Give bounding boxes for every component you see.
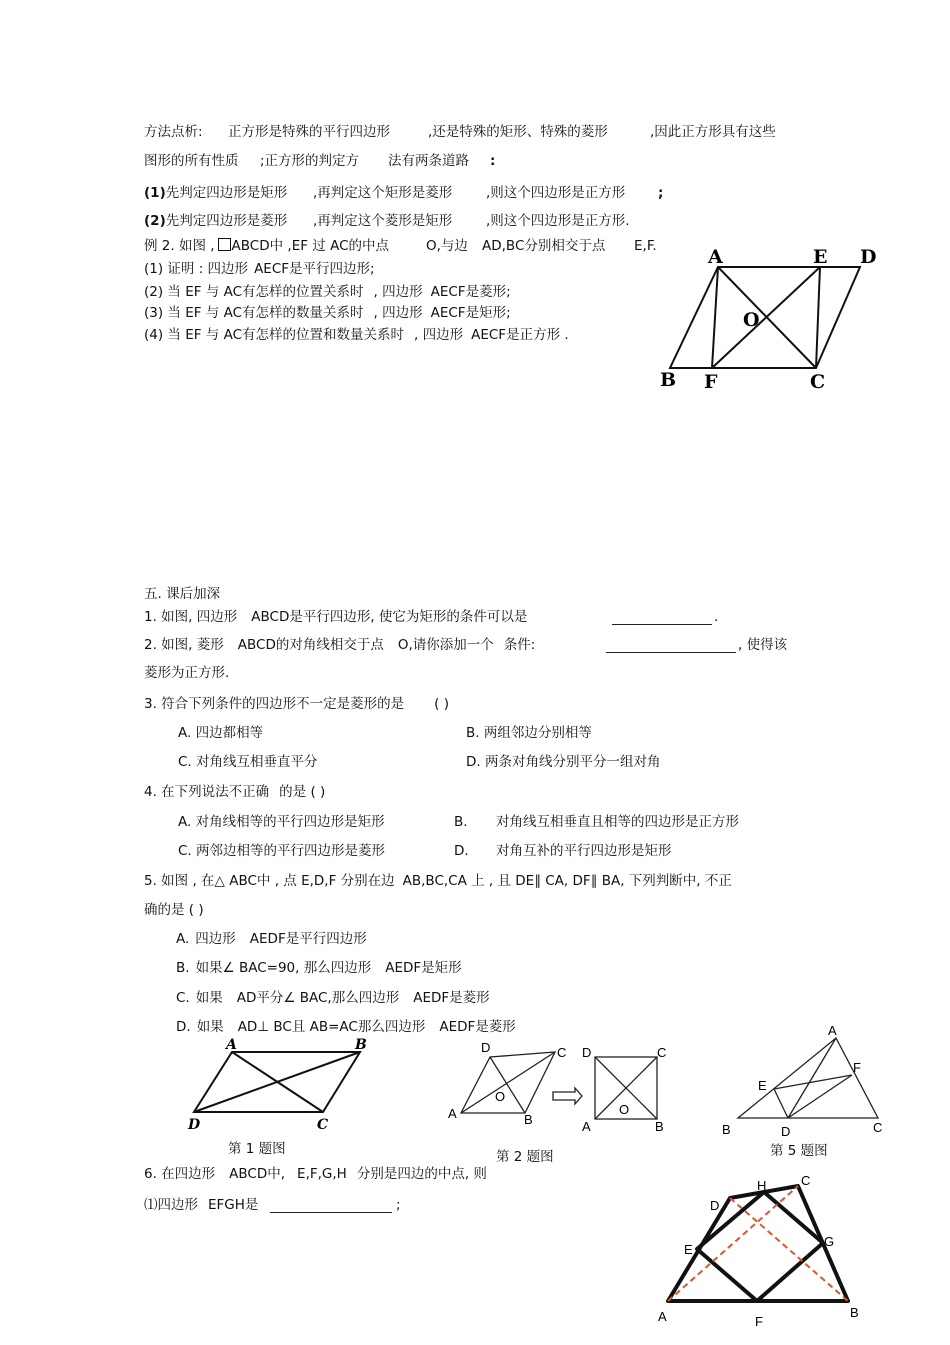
p-text: AD⊥ BC且 AB=AC那么四边形	[237, 1019, 426, 1035]
label-g: G	[824, 1234, 835, 1249]
option-d-letter: D.	[454, 843, 469, 859]
q-text: AECF是正方形 .	[471, 327, 569, 343]
label-c: C	[557, 1045, 567, 1060]
emphasis-text: 不正	[704, 873, 732, 889]
label-a: A	[226, 1037, 237, 1053]
label-a: A	[708, 246, 723, 268]
q-text: , 四边形	[373, 305, 423, 321]
diagonal	[194, 1052, 360, 1112]
p-text: ⑴四边形	[144, 1197, 198, 1213]
p-text: 的是 ( )	[279, 784, 326, 800]
rule-text: ,再判定这个菱形是矩形	[313, 213, 453, 229]
p-text: ( )	[434, 696, 449, 712]
p-text: 四边形	[195, 931, 236, 947]
label-f: F	[704, 371, 718, 393]
figure-5-caption: 第 5 题图	[770, 1143, 828, 1159]
label-e: E	[684, 1242, 693, 1257]
section-title: 五. 课后加深	[144, 586, 221, 602]
label-b: B	[722, 1122, 731, 1137]
option-c: C. 对角线互相垂直平分	[178, 754, 318, 770]
p-text: , 那么四边形	[295, 960, 372, 976]
p-text: AEDF是矩形	[385, 960, 462, 976]
rule-number: (2)	[144, 213, 166, 229]
label-f: F	[853, 1060, 861, 1075]
label-d: D	[582, 1045, 592, 1060]
label-a: A	[828, 1023, 837, 1038]
emphasis-text: 确	[144, 902, 158, 918]
example-text: 例 2. 如图 ,	[144, 238, 215, 254]
q-text: AECF是菱形;	[430, 284, 511, 300]
method-rule-1	[144, 184, 287, 202]
answer-blank-6[interactable]	[270, 1198, 392, 1213]
p-text: 如果∠ BAC=90	[195, 960, 296, 976]
p-text: ABCD中,	[229, 1166, 286, 1182]
rule-text: ,则这个四边形是正方形.	[486, 213, 630, 229]
problem-5	[144, 872, 732, 890]
method-text: :	[490, 153, 496, 169]
problem-6	[144, 1165, 487, 1183]
q-text: AECF是平行四边形;	[254, 261, 375, 277]
option-d	[176, 1018, 516, 1036]
diagonal	[461, 1052, 555, 1113]
label-c: C	[317, 1117, 329, 1133]
diagonal	[490, 1057, 525, 1113]
method-text: ;正方形的判定方	[260, 153, 360, 169]
figure-6	[650, 1168, 870, 1333]
label-o: O	[495, 1089, 506, 1104]
p-text: EFGH是	[208, 1197, 259, 1213]
problem-3	[144, 695, 449, 713]
option-d: D. 两条对角线分别平分一组对角	[466, 754, 661, 770]
label-e: E	[758, 1078, 767, 1093]
segment-ef	[712, 267, 820, 368]
arrow-right-icon	[553, 1088, 582, 1104]
p-text: , 使得该	[738, 637, 788, 653]
label-d: D	[481, 1040, 491, 1055]
p-text: ;	[396, 1197, 401, 1213]
figure-1-caption: 第 1 题图	[228, 1141, 286, 1157]
option-letter: B.	[176, 960, 190, 976]
p-text: E,F,G,H	[297, 1166, 347, 1182]
p-text: 1. 如图, 四边形	[144, 609, 238, 625]
option-b: B. 两组邻边分别相等	[466, 725, 592, 741]
q-text: (	[144, 261, 150, 277]
label-c: C	[873, 1120, 883, 1135]
example-text: 中 ,EF 过 AC的中点	[269, 238, 390, 254]
label-c: C	[810, 371, 826, 393]
p-text: AD平分∠ BAC,那么四边形	[236, 990, 400, 1006]
method-text: 法有两条道路	[388, 153, 469, 169]
parallelogram-symbol	[218, 238, 231, 251]
segment-af	[712, 267, 718, 368]
emphasis-text: 不正确	[228, 784, 270, 800]
q-text: , 四边形	[414, 327, 464, 343]
rule-text: 先判定四边形是矩形	[165, 185, 288, 201]
p-text: 分别是四边的中点, 则	[356, 1166, 487, 1182]
option-letter: D.	[176, 1019, 191, 1035]
p-text: AEDF是菱形	[439, 1019, 516, 1035]
option-a: A. 四边都相等	[178, 725, 264, 741]
figure-1	[180, 1037, 380, 1135]
problem-5-cont	[144, 901, 204, 919]
label-b: B	[524, 1112, 533, 1127]
rule-text: 先判定四边形是菱形	[165, 213, 288, 229]
q-text: (4) 当 EF 与 AC有怎样的位置和数量关系时	[144, 327, 405, 343]
label-o: O	[743, 309, 760, 331]
label-o: O	[619, 1102, 630, 1117]
example-text: O,与边	[426, 238, 468, 254]
option-b	[176, 959, 462, 977]
p-text: 的是 (	[157, 902, 195, 918]
example-figure	[650, 240, 890, 400]
rule-text: ,再判定这个矩形是菱形	[313, 185, 453, 201]
q-text: (2) 当 EF 与 AC有怎样的位置关系时	[144, 284, 364, 300]
option-b-letter: B.	[454, 814, 468, 830]
option-a: A. 对角线相等的平行四边形是矩形	[178, 814, 385, 830]
rule-text: ;	[658, 185, 664, 201]
p-text: ,	[696, 873, 705, 889]
option-letter: A.	[176, 931, 190, 947]
label-b: B	[655, 1119, 664, 1134]
method-text: 正方形是特殊的平行四边形	[228, 124, 390, 140]
q-text: (3) 当 EF 与 AC有怎样的数量关系时	[144, 305, 364, 321]
question-2	[144, 283, 511, 301]
answer-blank-2[interactable]	[606, 638, 736, 653]
problem-4	[144, 783, 325, 801]
p-text: ABCD是平行四边形, 使它为矩形的条件可以是	[251, 609, 528, 625]
p-text: 条件:	[503, 637, 536, 653]
label-a: A	[448, 1106, 457, 1121]
label-a: A	[658, 1309, 667, 1324]
label-d: D	[710, 1198, 720, 1213]
label-d: D	[781, 1124, 791, 1139]
label-c: C	[657, 1045, 667, 1060]
method-text: ,因此正方形具有这些	[650, 124, 776, 140]
option-c	[176, 989, 490, 1007]
example-text: AD,BC分别相交于点	[482, 238, 606, 254]
problem-6-part-1	[144, 1196, 258, 1214]
p-text: AB,BC,CA 上 , 且 DE∥ CA, DF∥ BA, 下列判断中	[402, 873, 697, 889]
segment-ed	[774, 1089, 788, 1118]
figure-2	[445, 1040, 675, 1140]
p-text: )	[194, 902, 204, 918]
p-text: 菱形为正方形.	[144, 665, 230, 681]
p-text: O,请你添加一个	[397, 637, 494, 653]
option-c: C. 两邻边相等的平行四边形是菱形	[178, 843, 386, 859]
p-text: ABCD的对角线相交于点	[237, 637, 384, 653]
label-b: B	[355, 1037, 367, 1053]
problem-1	[144, 608, 527, 626]
option-a	[176, 930, 367, 948]
question-1	[144, 260, 375, 278]
method-text: 图形的所有性质	[144, 153, 239, 169]
method-text: ,还是特殊的矩形、特殊的菱形	[428, 124, 608, 140]
rule-text: ,则这个四边形是正方形	[486, 185, 626, 201]
p-text: 3. 符合下列条件的四边形不一定是菱形的是	[144, 696, 405, 712]
segment-fd	[788, 1075, 852, 1118]
label-b: B	[660, 369, 677, 391]
problem-2	[144, 636, 535, 654]
option-b: 对角线互相垂直且相等的四边形是正方形	[496, 814, 739, 830]
figure-5	[718, 1020, 893, 1145]
label-d: D	[188, 1117, 201, 1133]
method-label: 方法点析:	[144, 124, 203, 140]
method-rule-2	[144, 212, 287, 230]
p-text: AEDF是平行四边形	[249, 931, 367, 947]
label-d: D	[860, 246, 877, 268]
label-h: H	[757, 1178, 767, 1193]
p-text: AEDF是菱形	[413, 990, 490, 1006]
figure-2-caption: 第 2 题图	[496, 1149, 554, 1165]
rule-number: (1)	[144, 185, 166, 201]
q-text: , 四边形	[373, 284, 423, 300]
label-b: B	[850, 1305, 859, 1320]
q-text: AECF是矩形;	[430, 305, 511, 321]
option-letter: C.	[176, 990, 190, 1006]
segment-ec	[816, 267, 820, 368]
question-4	[144, 326, 569, 344]
example-title	[144, 237, 389, 255]
label-c: C	[801, 1173, 811, 1188]
option-d: 对角互补的平行四边形是矩形	[496, 843, 672, 859]
label-f: F	[755, 1314, 763, 1329]
p-text: 如果	[196, 1019, 224, 1035]
label-a: A	[582, 1119, 591, 1134]
example-text: E,F.	[634, 238, 657, 254]
question-3	[144, 304, 511, 322]
p-text: .	[714, 609, 719, 625]
p-text: 4. 在下列说法	[144, 784, 229, 800]
q-text: 1) 证明 : 四边形	[149, 261, 249, 277]
p-text: 6. 在四边形	[144, 1166, 216, 1182]
segment-ad	[788, 1038, 836, 1118]
label-e: E	[813, 246, 828, 268]
p-text: 如果	[195, 990, 223, 1006]
p-text: 5. 如图 , 在△ ABC中 , 点 E,D,F 分别在边	[144, 873, 395, 889]
example-text: ABCD	[231, 238, 270, 254]
answer-blank-1[interactable]	[612, 610, 712, 625]
p-text: 2. 如图, 菱形	[144, 637, 224, 653]
